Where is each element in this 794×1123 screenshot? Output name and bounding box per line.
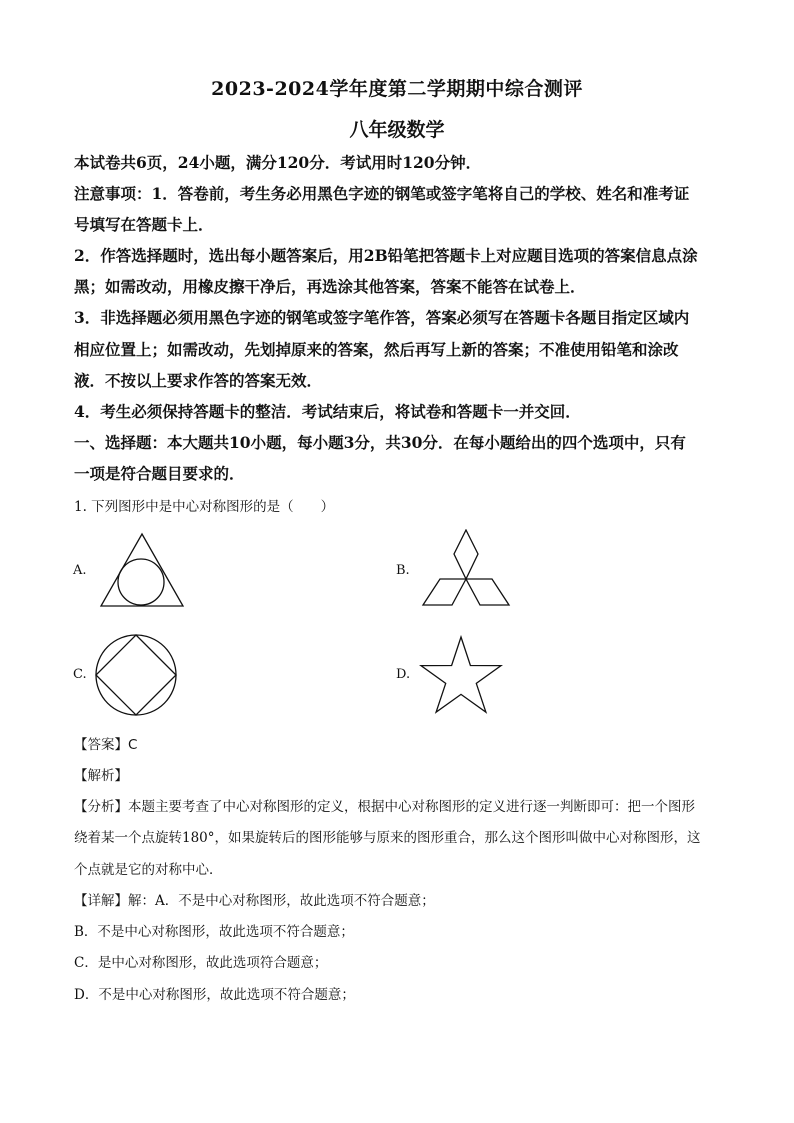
detail-text: B．不是中心对称图形，故此选项不符合题意； — [74, 924, 354, 940]
question-stem: 1. 下列图形中是中心对称图形的是（ ） — [74, 499, 335, 515]
notice-line: 2．作答选择题时，选出每小题答案后，用2B铅笔把答题卡上对应题目选项的答案信息点涂 — [74, 246, 698, 265]
detail-text: D．不是中心对称图形，故此选项不符合题意； — [74, 987, 355, 1003]
option-a-label: A. — [73, 563, 87, 578]
notice-line: 3．非选择题必须用黑色字迹的钢笔或签字笔作答，答案必须写在答题卡各题目指定区域内 — [74, 308, 690, 327]
detail-text: C．是中心对称图形，故此选项符合题意； — [74, 955, 328, 971]
five-point-star-icon — [418, 635, 504, 717]
three-rhombus-icon — [420, 529, 512, 609]
detail-text: 【详解】解：A．不是中心对称图形，故此选项不符合题意； — [74, 893, 435, 909]
section-heading: 一、选择题：本大题共10小题，每小题3分，共30分．在每小题给出的四个选项中，只有 — [74, 433, 686, 452]
option-b-label: B. — [396, 563, 410, 578]
notice-line: 号填写在答题卡上． — [74, 215, 214, 234]
circle-with-inscribed-square-icon — [93, 633, 179, 717]
exam-title: 2023-2024学年度第二学期期中综合测评 — [211, 78, 583, 100]
answer-label: 【答案】 — [74, 737, 128, 753]
intro-line: 本试卷共6页，24小题，满分120分．考试用时120分钟． — [74, 153, 482, 172]
notice-line: 黑；如需改动，用橡皮擦干净后，再选涂其他答案，答案不能答在试卷上． — [74, 277, 586, 296]
answer-line — [74, 733, 137, 753]
exam-subject: 八年级数学 — [349, 119, 445, 141]
analysis-text: 个点就是它的对称中心． — [74, 862, 223, 878]
analysis-text: 绕着某一个点旋转180°，如果旋转后的图形能够与原来的图形重合，那么这个图形叫做中心对称图形，这 — [74, 830, 701, 846]
notice-line: 注意事项：1．答卷前，考生务必用黑色字迹的钢笔或签字笔将自己的学校、姓名和准考证 — [74, 184, 690, 203]
triangle-with-inscribed-circle-icon — [99, 532, 185, 608]
analysis-label: 【解析】 — [74, 768, 128, 784]
notice-line: 4．考生必须保持答题卡的整洁．考试结束后，将试卷和答题卡一并交回． — [74, 402, 581, 421]
answer-value: C — [128, 737, 138, 753]
notice-line: 液．不按以上要求作答的答案无效． — [74, 371, 323, 390]
option-d-label: D. — [396, 667, 411, 682]
notice-line: 相应位置上；如需改动，先划掉原来的答案，然后再写上新的答案；不准使用铅笔和涂改 — [74, 340, 679, 359]
section-heading: 一项是符合题目要求的． — [74, 464, 245, 483]
analysis-text: 【分析】本题主要考查了中心对称图形的定义，根据中心对称图形的定义进行逐一判断即可：把一个图形 — [74, 799, 695, 815]
option-c-label: C. — [73, 667, 87, 682]
